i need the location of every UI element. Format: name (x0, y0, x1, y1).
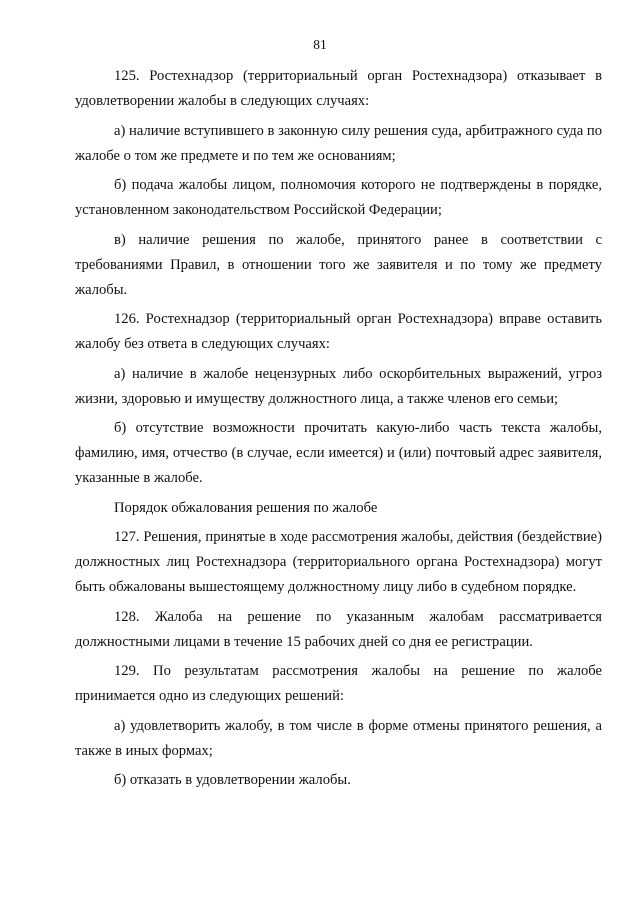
paragraph-127: 127. Решения, принятые в ходе рассмотрения жалобы, действия (бездействие) должностных лиц Ростехнадзора (территориального органа Ростехнадзора) могут быть обжалованы вышестоящему должностному лицу либо в судебном порядке. (75, 529, 602, 595)
paragraph-125: 125. Ростехнадзор (территориальный орган Ростехнадзора) отказывает в удовлетворении жалобы в следующих случаях: (75, 68, 602, 109)
paragraph-126: 126. Ростехнадзор (территориальный орган Ростехнадзора) вправе оставить жалобу без ответа в следующих случаях: (75, 311, 602, 352)
paragraph-125-item-b: б) подача жалобы лицом, полномочия которого не подтверждены в порядке, установленном законодательством Российской Федерации; (75, 177, 602, 218)
paragraph-126-item-a: а) наличие в жалобе нецензурных либо оскорбительных выражений, угроз жизни, здоровью и имуществу должностного лица, а также членов его семьи; (75, 365, 602, 407)
page-number: 81 (313, 37, 327, 52)
paragraph-129-item-b: б) отказать в удовлетворении жалобы. (114, 772, 351, 788)
paragraph-129: 129. По результатам рассмотрения жалобы на решение по жалобе принимается одно из следующих решений: (75, 663, 602, 704)
section-heading: Порядок обжалования решения по жалобе (114, 499, 378, 516)
paragraph-128: 128. Жалоба на решение по указанным жалобам рассматривается должностными лицами в течение 15 рабочих дней со дня ее регистрации. (75, 608, 602, 650)
paragraph-125-item-v: в) наличие решения по жалобе, принятого ранее в соответствии с требованиями Правил, в отношении того же заявителя и по тому же предмету жалобы. (75, 231, 602, 298)
paragraph-126-item-b: б) отсутствие возможности прочитать какую-либо часть текста жалобы, фамилию, имя, отчество (в случае, если имеется) и (или) почтовый адрес заявителя, указанные в жалобе. (75, 420, 602, 486)
paragraph-125-item-a: а) наличие вступившего в законную силу решения суда, арбитражного суда по жалобе о том же предмете и по тем же основаниям; (75, 122, 602, 164)
paragraph-129-item-a: а) удовлетворить жалобу, в том числе в форме отмены принятого решения, а также в иных формах; (75, 717, 602, 759)
document-body (75, 64, 602, 798)
